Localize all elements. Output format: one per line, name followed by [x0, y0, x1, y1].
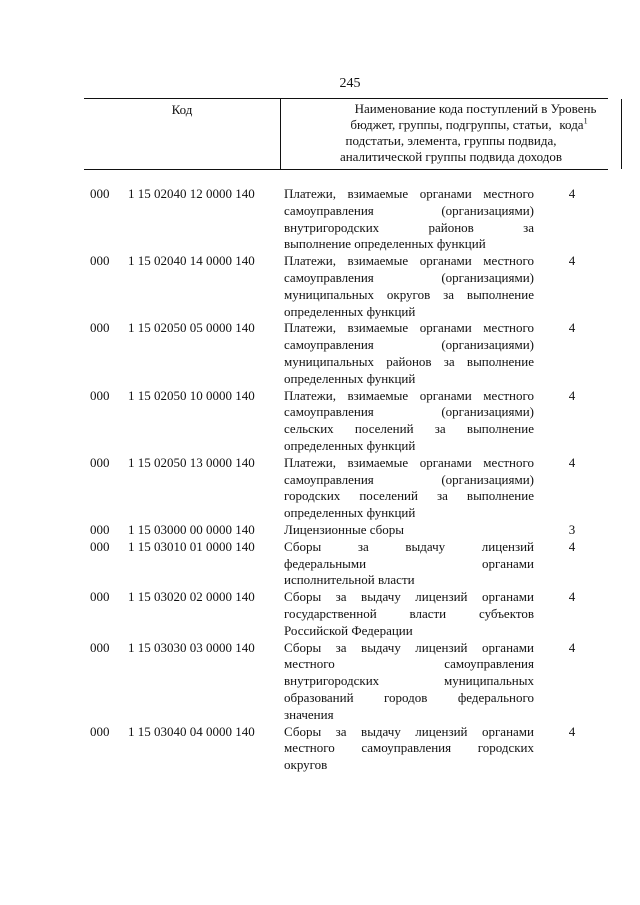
revenue-name	[284, 539, 534, 589]
header-name-line: бюджет, группы, подгруппы, статьи,	[350, 117, 552, 132]
revenue-name-line: определенных функций	[284, 370, 416, 386]
header-name-line: Наименование кода поступлений в	[354, 101, 548, 116]
header-level-line2	[539, 117, 608, 133]
revenue-name-line: самоуправления (организациями)	[284, 404, 534, 420]
header-name-line: аналитической группы подвида доходов	[339, 149, 563, 164]
revenue-name-line: Сборы за выдачу лицензий	[284, 538, 534, 554]
code-level: 3	[568, 522, 576, 537]
revenue-name-line: Российской Федерации	[284, 622, 413, 638]
revenue-name	[284, 320, 534, 387]
revenue-name-line: муниципальных округов за выполнение	[284, 286, 534, 302]
code-level: 4	[568, 186, 576, 201]
admin-code: 000	[90, 320, 110, 336]
admin-code: 000	[90, 589, 110, 605]
revenue-name-line: Лицензионные сборы	[284, 522, 404, 537]
revenue-name-line: определенных функций	[284, 505, 416, 521]
code-level: 4	[568, 723, 576, 739]
revenue-name-line: Платежи, взимаемые органами местного	[284, 186, 534, 201]
revenue-name-line: самоуправления (организациями)	[284, 471, 534, 487]
revenue-code: 1 15 02050 13 0000 140	[128, 454, 255, 470]
header-level-kod: кода	[559, 117, 584, 132]
revenue-name-line: федеральными органами	[284, 555, 534, 571]
revenue-name	[284, 388, 534, 455]
admin-code: 000	[90, 538, 110, 554]
revenue-name-line: округов	[284, 757, 328, 773]
admin-code: 000	[90, 387, 110, 403]
admin-code: 000	[90, 186, 110, 201]
revenue-name-line: местного самоуправления городских	[284, 740, 534, 756]
code-level: 4	[568, 454, 576, 470]
revenue-name-line: Платежи, взимаемые органами местного	[284, 320, 534, 336]
code-level: 4	[568, 589, 576, 605]
revenue-name-line: внутригородских муниципальных	[284, 673, 534, 689]
admin-code: 000	[90, 522, 110, 537]
admin-code: 000	[90, 639, 110, 655]
revenue-name	[284, 455, 534, 522]
revenue-name-line: определенных функций	[284, 437, 416, 453]
header-level	[539, 99, 608, 171]
code-level: 4	[568, 253, 576, 269]
revenue-name-line: Сборы за выдачу лицензий органами	[284, 639, 534, 655]
revenue-name-line: внутригородских районов за	[284, 219, 534, 235]
revenue-name-line: сельских поселений за выполнение	[284, 421, 534, 437]
revenue-name	[284, 724, 534, 774]
revenue-code: 1 15 03040 04 0000 140	[128, 723, 255, 739]
revenue-name-line: Сборы за выдачу лицензий органами	[284, 723, 534, 739]
revenue-name-line: выполнение определенных функций	[284, 236, 486, 252]
revenue-code: 1 15 02050 05 0000 140	[128, 320, 255, 336]
revenue-name-line: Платежи, взимаемые органами местного	[284, 253, 534, 269]
revenue-name-line: местного самоуправления	[284, 656, 534, 672]
admin-code: 000	[90, 253, 110, 269]
revenue-code: 1 15 02040 14 0000 140	[128, 253, 255, 269]
revenue-name	[284, 522, 534, 539]
revenue-code: 1 15 03020 02 0000 140	[128, 589, 255, 605]
header-level-line1: Уровень	[550, 101, 597, 116]
revenue-code: 1 15 03010 01 0000 140	[128, 538, 255, 554]
revenue-code: 1 15 02040 12 0000 140	[128, 186, 255, 201]
code-level: 4	[568, 639, 576, 655]
admin-code: 000	[90, 723, 110, 739]
revenue-name	[284, 589, 534, 639]
revenue-code: 1 15 03030 03 0000 140	[128, 639, 255, 655]
header-code: Код	[171, 102, 193, 117]
revenue-name-line: Платежи, взимаемые органами местного	[284, 387, 534, 403]
revenue-name-line: исполнительной власти	[284, 572, 415, 588]
revenue-name-line: Платежи, взимаемые органами местного	[284, 454, 534, 470]
revenue-name	[284, 186, 534, 253]
code-level: 4	[568, 538, 576, 554]
page-number: 245	[339, 76, 361, 91]
revenue-name-line: образований городов федерального	[284, 689, 534, 705]
revenue-name-line: самоуправления (организациями)	[284, 202, 534, 218]
revenue-code: 1 15 03000 00 0000 140	[128, 522, 255, 537]
revenue-name	[284, 253, 534, 320]
revenue-name-line: самоуправления (организациями)	[284, 269, 534, 285]
revenue-name-line: самоуправления (организациями)	[284, 337, 534, 353]
revenue-name	[284, 640, 534, 724]
header-name-line: подстатьи, элемента, группы подвида,	[345, 133, 557, 148]
admin-code: 000	[90, 454, 110, 470]
code-level: 4	[568, 320, 576, 336]
revenue-name-line: городских поселений за выполнение	[284, 488, 534, 504]
revenue-name-line: Сборы за выдачу лицензий органами	[284, 589, 534, 605]
revenue-code: 1 15 02050 10 0000 140	[128, 387, 255, 403]
revenue-name-line: определенных функций	[284, 303, 416, 319]
revenue-name-line: значения	[284, 706, 334, 722]
footnote-marker: 1	[583, 116, 588, 126]
revenue-name-line: государственной власти субъектов	[284, 605, 534, 621]
revenue-name-line: муниципальных районов за выполнение	[284, 353, 534, 369]
table-header	[84, 98, 608, 170]
code-level: 4	[568, 387, 576, 403]
